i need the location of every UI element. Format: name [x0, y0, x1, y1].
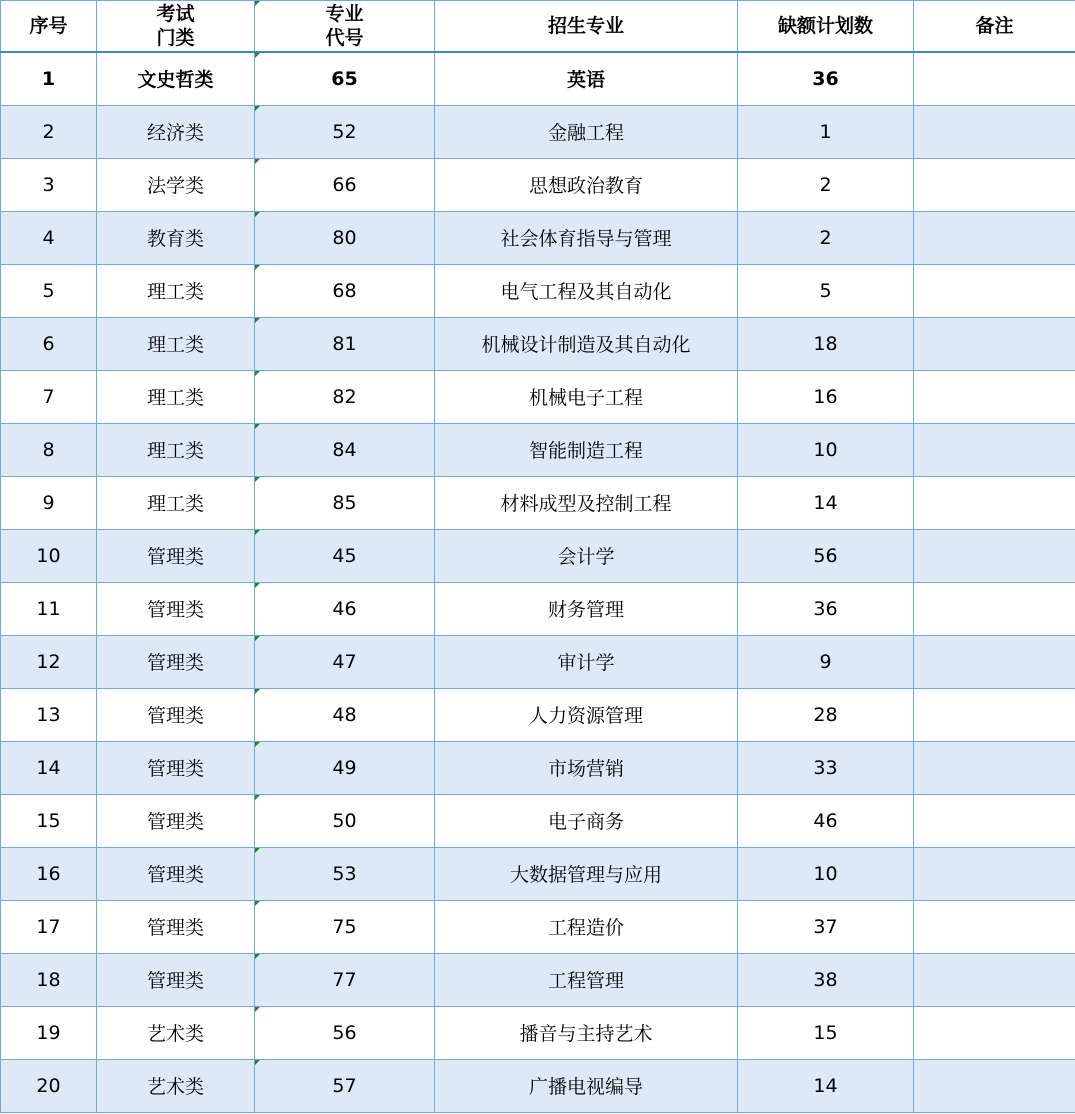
- cell-code: 45: [255, 529, 435, 582]
- cell-seq: 4: [1, 211, 97, 264]
- cell-major: 社会体育指导与管理: [435, 211, 738, 264]
- table-row: [1, 688, 1075, 741]
- table-row: [1, 370, 1075, 423]
- cell-indicator-icon: [255, 901, 260, 906]
- cell-note: [914, 847, 1075, 900]
- header-note: 备注: [914, 1, 1075, 53]
- cell-note: [914, 264, 1075, 317]
- cell-code: 68: [255, 264, 435, 317]
- table-row: [1, 529, 1075, 582]
- cell-major: 人力资源管理: [435, 688, 738, 741]
- cell-category: 法学类: [97, 158, 255, 211]
- cell-quota: 2: [738, 158, 914, 211]
- table-row: [1, 1059, 1075, 1112]
- cell-indicator-icon: [255, 689, 260, 694]
- header-code-line2: 代号: [325, 27, 364, 49]
- header-major: 招生专业: [435, 1, 738, 53]
- cell-major: 会计学: [435, 529, 738, 582]
- cell-major: 市场营销: [435, 741, 738, 794]
- cell-indicator-icon: [255, 954, 260, 959]
- cell-quota: 10: [738, 423, 914, 476]
- table-row: [1, 900, 1075, 953]
- cell-seq: 15: [1, 794, 97, 847]
- cell-quota: 33: [738, 741, 914, 794]
- cell-indicator-icon: [255, 265, 260, 270]
- cell-note: [914, 953, 1075, 1006]
- cell-category: 理工类: [97, 476, 255, 529]
- cell-category: 管理类: [97, 582, 255, 635]
- cell-quota: 38: [738, 953, 914, 1006]
- table-row: [1, 847, 1075, 900]
- header-code-line1: 专业: [325, 3, 364, 25]
- cell-category: 教育类: [97, 211, 255, 264]
- cell-quota: 36: [738, 52, 914, 105]
- cell-category: 理工类: [97, 264, 255, 317]
- cell-category: 管理类: [97, 635, 255, 688]
- header-category-line1: 考试: [156, 3, 195, 25]
- cell-seq: 9: [1, 476, 97, 529]
- cell-code: 82: [255, 370, 435, 423]
- cell-code: 50: [255, 794, 435, 847]
- table-row: [1, 1006, 1075, 1059]
- cell-note: [914, 741, 1075, 794]
- cell-indicator-icon: [255, 371, 260, 376]
- cell-major: 英语: [435, 52, 738, 105]
- cell-code: 49: [255, 741, 435, 794]
- cell-seq: 2: [1, 105, 97, 158]
- cell-category: 理工类: [97, 423, 255, 476]
- cell-category: 文史哲类: [97, 52, 255, 105]
- cell-quota: 10: [738, 847, 914, 900]
- cell-quota: 2: [738, 211, 914, 264]
- cell-code: 66: [255, 158, 435, 211]
- cell-major: 审计学: [435, 635, 738, 688]
- cell-code: 56: [255, 1006, 435, 1059]
- table-row: [1, 794, 1075, 847]
- cell-note: [914, 158, 1075, 211]
- cell-indicator-icon: [255, 1007, 260, 1012]
- cell-code: 84: [255, 423, 435, 476]
- cell-code: 85: [255, 476, 435, 529]
- cell-major: 智能制造工程: [435, 423, 738, 476]
- cell-quota: 5: [738, 264, 914, 317]
- cell-note: [914, 582, 1075, 635]
- cell-indicator-icon: [255, 212, 260, 217]
- cell-quota: 56: [738, 529, 914, 582]
- header-code: [255, 1, 435, 53]
- header-category-line2: 门类: [156, 27, 195, 49]
- cell-code: 52: [255, 105, 435, 158]
- cell-note: [914, 794, 1075, 847]
- cell-major: 机械电子工程: [435, 370, 738, 423]
- cell-category: 理工类: [97, 317, 255, 370]
- cell-code: 77: [255, 953, 435, 1006]
- cell-quota: 18: [738, 317, 914, 370]
- cell-code: 80: [255, 211, 435, 264]
- cell-code: 46: [255, 582, 435, 635]
- cell-indicator-icon: [255, 53, 260, 58]
- cell-seq: 18: [1, 953, 97, 1006]
- cell-major: 财务管理: [435, 582, 738, 635]
- cell-note: [914, 635, 1075, 688]
- cell-quota: 14: [738, 476, 914, 529]
- cell-seq: 1: [1, 52, 97, 105]
- cell-seq: 3: [1, 158, 97, 211]
- cell-code: 57: [255, 1059, 435, 1112]
- cell-major: 金融工程: [435, 105, 738, 158]
- header-category: [97, 1, 255, 53]
- cell-seq: 11: [1, 582, 97, 635]
- table-row: [1, 105, 1075, 158]
- cell-note: [914, 476, 1075, 529]
- table-row: [1, 953, 1075, 1006]
- cell-indicator-icon: [255, 1, 260, 6]
- table-row: [1, 582, 1075, 635]
- cell-category: 理工类: [97, 370, 255, 423]
- header-row: [1, 1, 1075, 53]
- cell-quota: 46: [738, 794, 914, 847]
- table-row: [1, 52, 1075, 105]
- cell-indicator-icon: [255, 530, 260, 535]
- cell-quota: 15: [738, 1006, 914, 1059]
- table-row: [1, 423, 1075, 476]
- cell-note: [914, 370, 1075, 423]
- cell-quota: 28: [738, 688, 914, 741]
- cell-major: 工程造价: [435, 900, 738, 953]
- cell-major: 思想政治教育: [435, 158, 738, 211]
- cell-note: [914, 52, 1075, 105]
- cell-seq: 10: [1, 529, 97, 582]
- cell-indicator-icon: [255, 636, 260, 641]
- cell-quota: 36: [738, 582, 914, 635]
- cell-indicator-icon: [255, 1060, 260, 1065]
- cell-indicator-icon: [255, 848, 260, 853]
- cell-seq: 16: [1, 847, 97, 900]
- table-header: [1, 1, 1075, 53]
- header-quota: 缺额计划数: [738, 1, 914, 53]
- cell-seq: 5: [1, 264, 97, 317]
- cell-major: 大数据管理与应用: [435, 847, 738, 900]
- cell-category: 管理类: [97, 529, 255, 582]
- cell-code: 47: [255, 635, 435, 688]
- cell-indicator-icon: [255, 106, 260, 111]
- cell-category: 管理类: [97, 847, 255, 900]
- cell-note: [914, 423, 1075, 476]
- cell-indicator-icon: [255, 795, 260, 800]
- cell-category: 管理类: [97, 741, 255, 794]
- cell-quota: 16: [738, 370, 914, 423]
- cell-major: 电子商务: [435, 794, 738, 847]
- cell-seq: 17: [1, 900, 97, 953]
- cell-category: 经济类: [97, 105, 255, 158]
- cell-major: 材料成型及控制工程: [435, 476, 738, 529]
- cell-seq: 19: [1, 1006, 97, 1059]
- cell-note: [914, 105, 1075, 158]
- cell-indicator-icon: [255, 742, 260, 747]
- cell-indicator-icon: [255, 159, 260, 164]
- table-row: [1, 635, 1075, 688]
- cell-major: 广播电视编导: [435, 1059, 738, 1112]
- table-body: [1, 52, 1075, 1112]
- cell-code: 81: [255, 317, 435, 370]
- cell-note: [914, 900, 1075, 953]
- table-row: [1, 211, 1075, 264]
- table-row: [1, 317, 1075, 370]
- table-row: [1, 741, 1075, 794]
- cell-indicator-icon: [255, 583, 260, 588]
- cell-note: [914, 1006, 1075, 1059]
- cell-indicator-icon: [255, 477, 260, 482]
- cell-category: 管理类: [97, 794, 255, 847]
- cell-major: 电气工程及其自动化: [435, 264, 738, 317]
- cell-quota: 9: [738, 635, 914, 688]
- cell-code: 53: [255, 847, 435, 900]
- cell-code: 65: [255, 52, 435, 105]
- cell-seq: 14: [1, 741, 97, 794]
- cell-category: 艺术类: [97, 1059, 255, 1112]
- cell-seq: 8: [1, 423, 97, 476]
- cell-quota: 14: [738, 1059, 914, 1112]
- cell-category: 管理类: [97, 688, 255, 741]
- cell-note: [914, 529, 1075, 582]
- cell-seq: 13: [1, 688, 97, 741]
- table-row: [1, 476, 1075, 529]
- cell-major: 工程管理: [435, 953, 738, 1006]
- cell-category: 管理类: [97, 900, 255, 953]
- table-row: [1, 264, 1075, 317]
- cell-note: [914, 688, 1075, 741]
- cell-note: [914, 317, 1075, 370]
- cell-quota: 1: [738, 105, 914, 158]
- cell-major: 播音与主持艺术: [435, 1006, 738, 1059]
- cell-note: [914, 1059, 1075, 1112]
- cell-seq: 20: [1, 1059, 97, 1112]
- cell-quota: 37: [738, 900, 914, 953]
- cell-indicator-icon: [255, 424, 260, 429]
- cell-category: 管理类: [97, 953, 255, 1006]
- cell-seq: 7: [1, 370, 97, 423]
- header-seq: 序号: [1, 1, 97, 53]
- cell-indicator-icon: [255, 318, 260, 323]
- cell-note: [914, 211, 1075, 264]
- cell-major: 机械设计制造及其自动化: [435, 317, 738, 370]
- cell-category: 艺术类: [97, 1006, 255, 1059]
- cell-seq: 12: [1, 635, 97, 688]
- cell-code: 48: [255, 688, 435, 741]
- cell-code: 75: [255, 900, 435, 953]
- cell-seq: 6: [1, 317, 97, 370]
- table-row: [1, 158, 1075, 211]
